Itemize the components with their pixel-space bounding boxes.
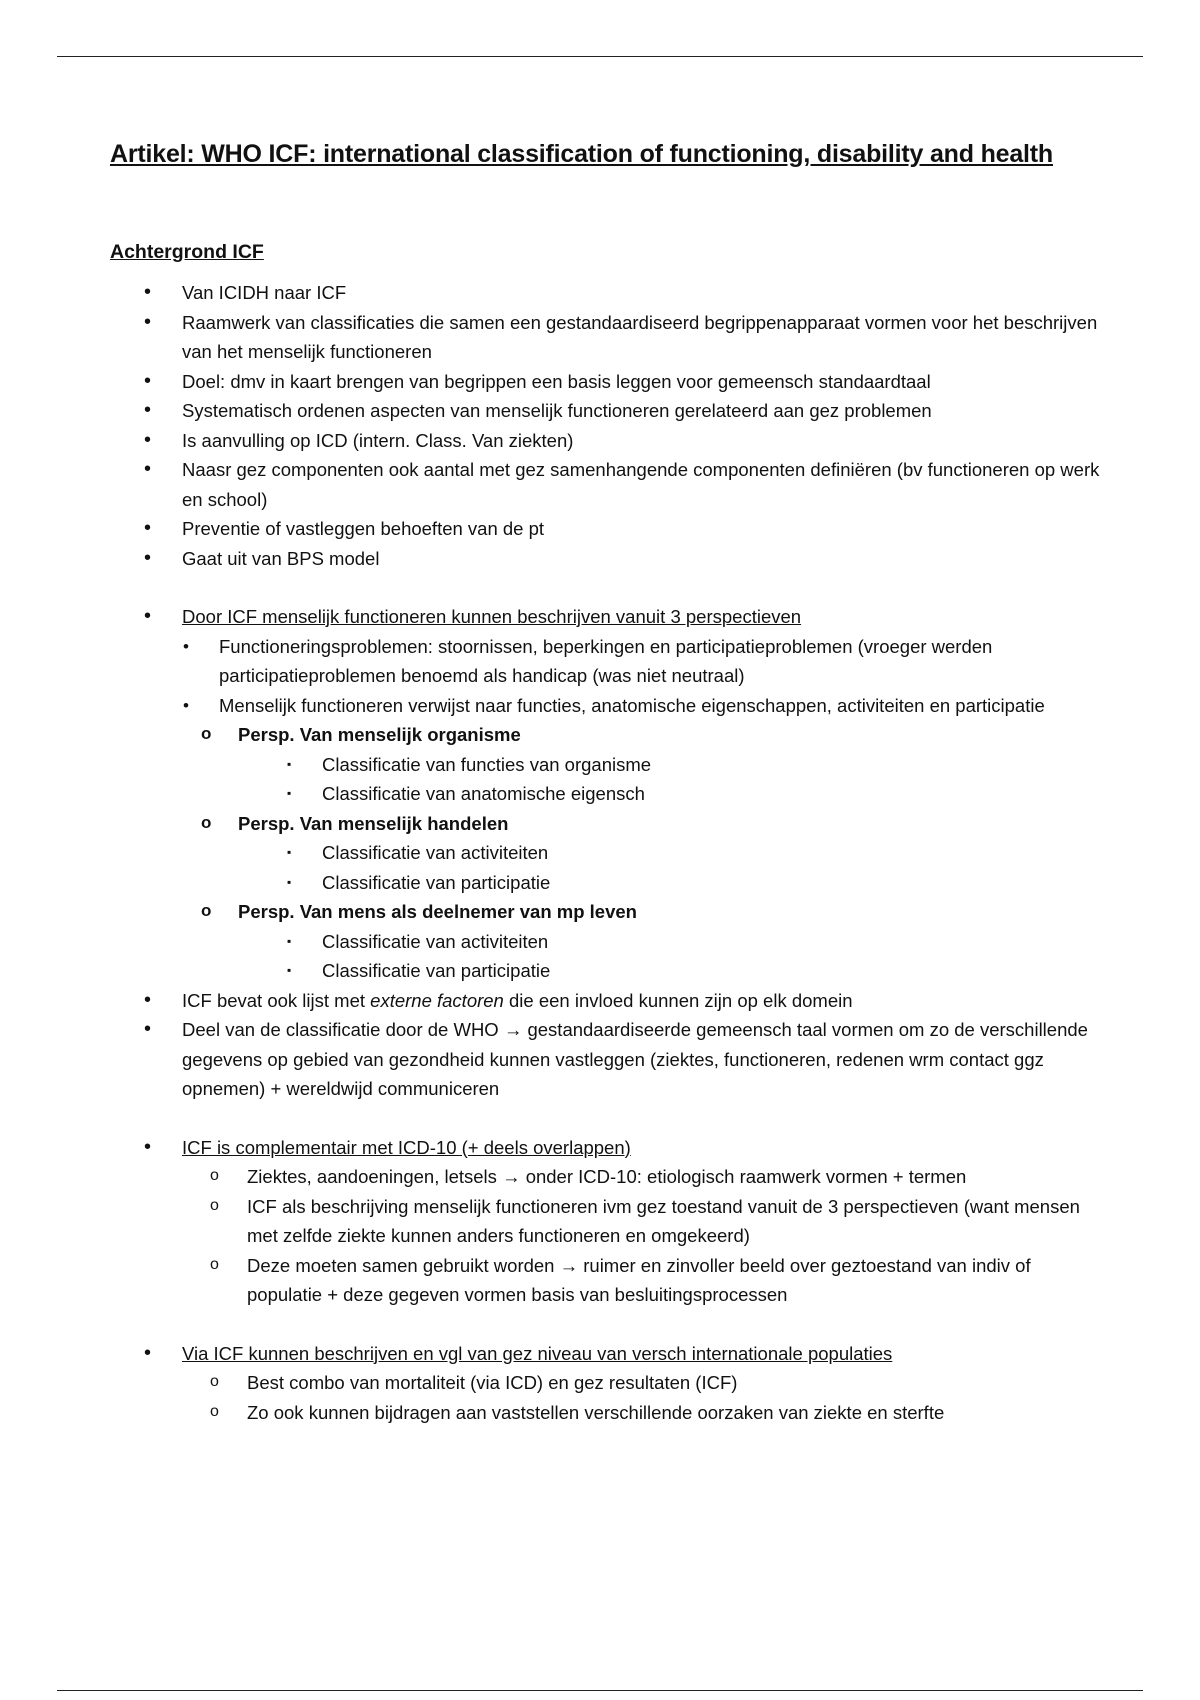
complementary-list bbox=[182, 1162, 1100, 1310]
list-item-text: Menselijk functioneren verwijst naar functies, anatomische eigenschappen, activiteiten en participatie bbox=[219, 694, 1045, 716]
external-factors-item bbox=[110, 986, 1100, 1016]
list-item: • Gaat uit van BPS model bbox=[110, 544, 1100, 574]
text-segment: ICF bevat ook lijst met bbox=[182, 989, 371, 1011]
perspectives-heading: Door ICF menselijk functioneren kunnen beschrijven vanuit 3 perspectieven bbox=[182, 606, 802, 627]
international-item bbox=[110, 1339, 1100, 1428]
classification-list bbox=[173, 927, 1100, 986]
list-item bbox=[146, 691, 1100, 986]
list-item: • Doel: dmv in kaart brengen van begrippen een basis leggen voor gemeensch standaardtaal bbox=[110, 367, 1100, 397]
list-item: ▪ Classificatie van activiteiten bbox=[173, 838, 1100, 868]
complementary-item bbox=[110, 1133, 1100, 1310]
list-item: ▪ Classificatie van anatomische eigensch bbox=[173, 779, 1100, 809]
list-item: • Preventie of vastleggen behoeften van de pt bbox=[110, 514, 1100, 544]
background-list bbox=[110, 278, 1100, 1427]
section-heading: Achtergrond ICF bbox=[110, 241, 264, 263]
text-segment: die een invloed kunnen zijn op elk domein bbox=[503, 989, 853, 1011]
classification-list bbox=[173, 838, 1100, 897]
perspective-group bbox=[173, 897, 1100, 986]
perspective-label: Persp. Van menselijk organisme bbox=[238, 724, 521, 745]
list-item: o Zo ook kunnen bijdragen aan vaststellen verschillende oorzaken van ziekte en sterfte bbox=[182, 1398, 1100, 1428]
perspective-label: Persp. Van menselijk handelen bbox=[238, 812, 509, 834]
list-item: • Deel van de classificatie door de WHO → gestandaardiseerde gemeensch taal vormen om zo de verschillende gegevens op gebied van gezondheid kunnen vastleggen (ziektes, functioneren, redenen wrm contact ggz opnemen) + wereldwijd communiceren bbox=[110, 1015, 1100, 1104]
perspective-groups bbox=[173, 720, 1100, 986]
list-item: o Deze moeten samen gebruikt worden → ruimer en zinvoller beeld over geztoestand van indiv of populatie + deze gegeven vormen basis van besluitingsprocessen bbox=[182, 1251, 1100, 1310]
list-item: • Raamwerk van classificaties die samen een gestandaardiseerd begrippenapparaat vormen voor het beschrijven van het menselijk functioneren bbox=[110, 308, 1100, 367]
perspectives-points bbox=[146, 632, 1100, 986]
perspective-group bbox=[173, 720, 1100, 809]
list-item: ▪ Classificatie van participatie bbox=[173, 956, 1100, 986]
perspective-label: Persp. Van mens als deelnemer van mp leven bbox=[238, 901, 637, 922]
list-item: • Is aanvulling op ICD (intern. Class. Van ziekten) bbox=[110, 426, 1100, 456]
perspectives-item bbox=[110, 602, 1100, 986]
list-item: ▪ Classificatie van functies van organisme bbox=[173, 750, 1100, 780]
list-item: • Naasr gez componenten ook aantal met gez samenhangende componenten definiëren (bv functioneren op werk en school) bbox=[110, 455, 1100, 514]
bottom-rule bbox=[57, 1690, 1143, 1691]
international-list bbox=[182, 1368, 1100, 1427]
perspective-group bbox=[173, 809, 1100, 898]
list-item: ▪ Classificatie van participatie bbox=[173, 868, 1100, 898]
list-item: o Best combo van mortaliteit (via ICD) en gez resultaten (ICF) bbox=[182, 1368, 1100, 1398]
list-item: • Systematisch ordenen aspecten van menselijk functioneren gerelateerd aan gez problemen bbox=[110, 396, 1100, 426]
document-body bbox=[110, 140, 1100, 1427]
list-item: • Functioneringsproblemen: stoornissen, beperkingen en participatieproblemen (vroeger werden participatieproblemen benoemd als handicap (was niet neutraal) bbox=[146, 632, 1100, 691]
list-item: • Van ICIDH naar ICF bbox=[110, 278, 1100, 308]
emphasis-text: externe factoren bbox=[370, 989, 504, 1011]
complementary-heading: ICF is complementair met ICD-10 (+ deels overlappen) bbox=[182, 1136, 631, 1158]
international-heading: Via ICF kunnen beschrijven en vgl van gez niveau van versch internationale populaties bbox=[182, 1342, 893, 1364]
list-item: ▪ Classificatie van activiteiten bbox=[173, 927, 1100, 957]
list-item: o ICF als beschrijving menselijk functioneren ivm gez toestand vanuit de 3 perspectieven (want mensen met zelfde ziekte kunnen anders functioneren en omgekeerd) bbox=[182, 1192, 1100, 1251]
list-item: o Ziektes, aandoeningen, letsels → onder ICD-10: etiologisch raamwerk vormen + termen bbox=[182, 1162, 1100, 1192]
page-title: Artikel: WHO ICF: international classification of functioning, disability and health bbox=[110, 140, 1053, 168]
classification-list bbox=[173, 750, 1100, 809]
top-rule bbox=[57, 56, 1143, 57]
